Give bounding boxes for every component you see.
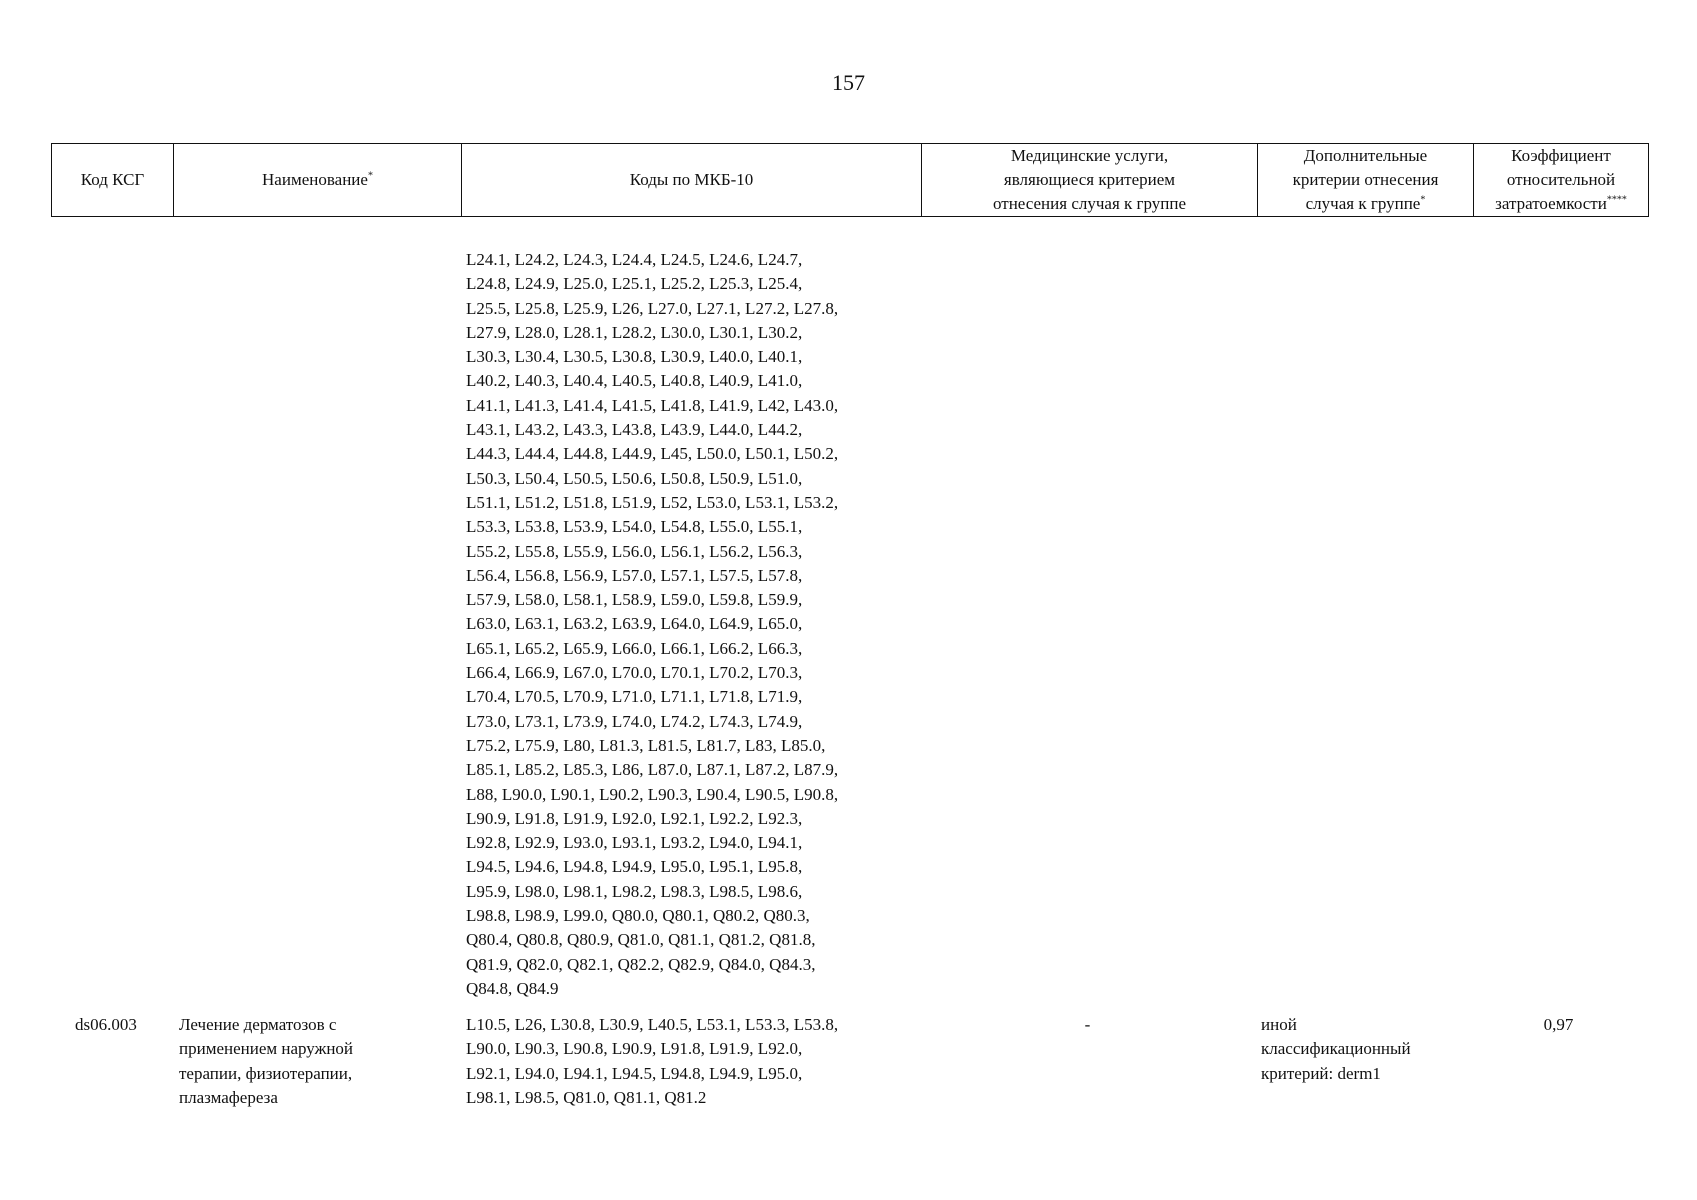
code-line: L56.4, L56.8, L56.9, L57.0, L57.1, L57.5, L57.8, [466,565,803,585]
code-line: L92.8, L92.9, L93.0, L93.1, L93.2, L94.0, L94.1, [466,833,803,853]
criteria-line: критерий: derm1 [1261,1063,1381,1083]
code-line: L65.1, L65.2, L65.9, L66.0, L66.1, L66.2, L66.3, [466,638,803,658]
ksg-mkb-codes [466,1013,926,1110]
code-line: L43.1, L43.2, L43.3, L43.8, L43.9, L44.0, L44.2, [466,420,803,440]
code-line: L95.9, L98.0, L98.1, L98.2, L98.3, L98.5, L98.6, [466,881,803,901]
code-line: L73.0, L73.1, L73.9, L74.0, L74.2, L74.3, L74.9, [466,711,803,731]
code-line: L44.3, L44.4, L44.8, L44.9, L45, L50.0, L50.1, L50.2, [466,444,839,464]
ksg-name [179,1013,459,1110]
code-line: Q81.9, Q82.0, Q82.1, Q82.2, Q82.9, Q84.0, Q84.3, [466,954,816,974]
page-number: 157 [832,70,865,95]
continued-mkb-codes [466,248,926,1001]
name-line: терапии, физиотерапии, [179,1063,353,1083]
header-code-ksg: Код КСГ [52,144,174,217]
code-line: L66.4, L66.9, L67.0, L70.0, L70.1, L70.2, L70.3, [466,663,803,683]
code-line: L30.3, L30.4, L30.5, L30.8, L30.9, L40.0, L40.1, [466,347,803,367]
code-line: Q80.4, Q80.8, Q80.9, Q81.0, Q81.1, Q81.2, Q81.8, [466,930,816,950]
code-line: L85.1, L85.2, L85.3, L86, L87.0, L87.1, L87.2, L87.9, [466,760,839,780]
name-line: применением наружной [179,1039,354,1059]
name-line: Лечение дерматозов с [179,1015,337,1034]
header-services: Медицинские услуги, являющиеся критерием отнесения случая к группе [922,144,1258,217]
code-line: L88, L90.0, L90.1, L90.2, L90.3, L90.4, L90.5, L90.8, [466,784,839,804]
ksg-code: ds06.003 [75,1015,137,1034]
header-extra-criteria: Дополнительные критерии отнесения случая к группе* [1258,144,1474,217]
code-line: L98.1, L98.5, Q81.0, Q81.1, Q81.2 [466,1087,707,1107]
code-line: L53.3, L53.8, L53.9, L54.0, L54.8, L55.0, L55.1, [466,517,803,537]
code-line: L90.9, L91.8, L91.9, L92.0, L92.1, L92.2, L92.3, [466,808,803,828]
ksg-extra-criteria [1261,1013,1461,1086]
code-line: L98.8, L98.9, L99.0, Q80.0, Q80.1, Q80.2, Q80.3, [466,906,810,926]
ksg-services: - [1084,1015,1091,1034]
criteria-line: классификационный [1261,1039,1411,1059]
code-line: L90.0, L90.3, L90.8, L90.9, L91.8, L91.9, L92.0, [466,1039,803,1059]
header-mkb-codes: Коды по МКБ-10 [462,144,922,217]
code-line: L10.5, L26, L30.8, L30.9, L40.5, L53.1, L53.3, L53.8, [466,1015,839,1034]
table-header [51,143,1649,217]
code-line: L40.2, L40.3, L40.4, L40.5, L40.8, L40.9, L41.0, [466,371,803,391]
ksg-coefficient: 0,97 [1543,1015,1574,1034]
code-line: L24.1, L24.2, L24.3, L24.4, L24.5, L24.6, L24.7, [466,250,803,269]
code-line: L70.4, L70.5, L70.9, L71.0, L71.1, L71.8, L71.9, [466,687,803,707]
code-line: L57.9, L58.0, L58.1, L58.9, L59.0, L59.8, L59.9, [466,590,803,610]
code-line: L75.2, L75.9, L80, L81.3, L81.5, L81.7, L83, L85.0, [466,735,826,755]
criteria-line: иной [1261,1015,1297,1034]
header-coefficient: Коэффициент относительной затратоемкости**** [1474,144,1649,217]
code-line: L25.5, L25.8, L25.9, L26, L27.0, L27.1, L27.2, L27.8, [466,298,839,318]
code-line: Q84.8, Q84.9 [466,978,559,998]
code-line: L41.1, L41.3, L41.4, L41.5, L41.8, L41.9, L42, L43.0, [466,395,839,415]
code-line: L51.1, L51.2, L51.8, L51.9, L52, L53.0, L53.1, L53.2, [466,492,839,512]
code-line: L92.1, L94.0, L94.1, L94.5, L94.8, L94.9, L95.0, [466,1063,803,1083]
name-line: плазмафереза [179,1087,278,1107]
code-line: L55.2, L55.8, L55.9, L56.0, L56.1, L56.2, L56.3, [466,541,803,561]
code-line: L94.5, L94.6, L94.8, L94.9, L95.0, L95.1, L95.8, [466,857,803,877]
header-name: Наименование* [174,144,462,217]
code-line: L63.0, L63.1, L63.2, L63.9, L64.0, L64.9, L65.0, [466,614,803,634]
code-line: L24.8, L24.9, L25.0, L25.1, L25.2, L25.3, L25.4, [466,274,803,294]
code-line: L50.3, L50.4, L50.5, L50.6, L50.8, L50.9, L51.0, [466,468,803,488]
code-line: L27.9, L28.0, L28.1, L28.2, L30.0, L30.1, L30.2, [466,322,803,342]
